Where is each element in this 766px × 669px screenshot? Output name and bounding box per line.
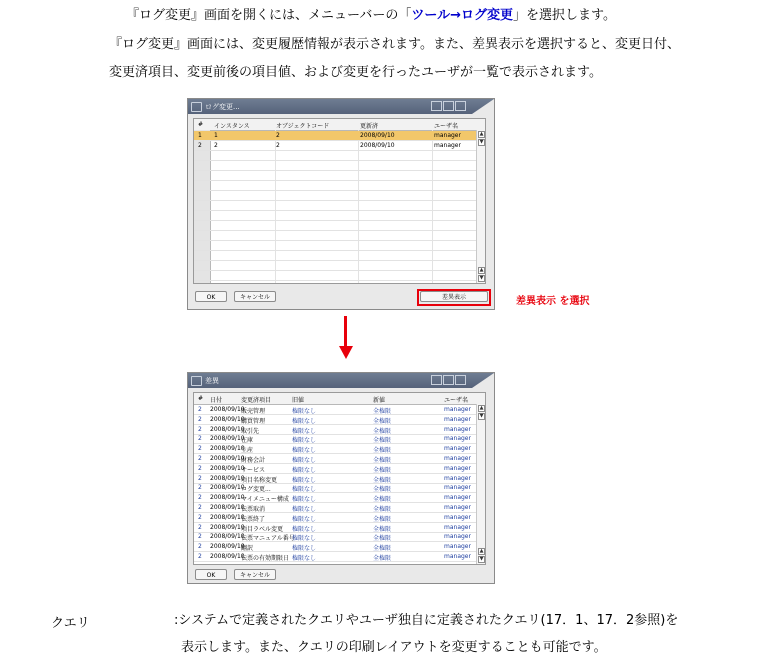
diff-window-title: 差異 (205, 377, 219, 385)
table-row[interactable] (194, 483, 485, 493)
row-old-value: 権限なし (292, 417, 317, 425)
diff-button-highlight (417, 289, 491, 306)
row-user: manager (444, 406, 471, 413)
row-new-value: 全権限 (373, 447, 392, 455)
close-icon[interactable] (455, 375, 466, 385)
col-header-updated: 更新済 (360, 123, 379, 130)
intro-line-2: 『ログ変更』画面には、変更履歴情報が表示されます。また、差異表示を選択すると、変更日付、 (109, 37, 680, 52)
row-changed-item: 生産 (241, 447, 254, 455)
row-num: 2 (198, 494, 202, 502)
table-row[interactable] (194, 474, 485, 484)
row-old-value: 権限なし (292, 408, 317, 415)
row-new-value: 全権限 (373, 545, 392, 553)
row-user: manager (434, 142, 461, 149)
row-num: 2 (198, 533, 202, 541)
difference-window (187, 372, 495, 584)
scroll-up-icon[interactable]: ▲ (479, 131, 484, 137)
row-new-value: 全権限 (373, 437, 392, 445)
row-num: 1 (198, 132, 202, 139)
row-num: 2 (198, 425, 202, 433)
log-grid (193, 118, 486, 284)
scroll-down-icon[interactable]: ▼ (479, 139, 484, 145)
row-old-value: 権限なし (292, 545, 317, 553)
col-header-user: ユーザ名 (444, 397, 469, 404)
row-user: manager (444, 543, 471, 551)
row-new-value: 全権限 (373, 476, 392, 484)
table-row[interactable] (194, 434, 485, 444)
row-user: manager (444, 553, 471, 560)
row-user: manager (444, 464, 471, 472)
row-date: 2008/09/10 (210, 513, 245, 521)
window-controls (431, 101, 466, 111)
scroll-down-icon[interactable]: ▼ (479, 275, 484, 281)
table-row[interactable] (194, 131, 485, 141)
log-grid-scrollbar[interactable] (476, 130, 485, 283)
row-old-value: 権限なし (292, 535, 317, 543)
minimize-icon[interactable] (431, 101, 442, 111)
row-num: 2 (198, 415, 202, 423)
ok-button[interactable]: OK (195, 569, 227, 580)
row-user: manager (444, 513, 471, 521)
row-old-value: 権限なし (292, 555, 317, 562)
diff-display-button[interactable]: 差異表示 (420, 291, 488, 302)
row-num: 2 (198, 523, 202, 531)
row-date: 2008/09/10 (210, 504, 245, 511)
table-row[interactable] (194, 523, 485, 533)
row-user: manager (444, 445, 471, 453)
table-row[interactable] (194, 405, 485, 415)
row-date: 2008/09/10 (210, 494, 245, 502)
row-new-value: 全権限 (373, 408, 392, 415)
col-header-num: # (198, 121, 204, 128)
empty-row (194, 201, 485, 211)
row-user: manager (444, 523, 471, 531)
row-new-value: 全権限 (373, 555, 392, 562)
ok-button[interactable]: OK (195, 291, 227, 302)
row-changed-item: 項目ラベル変更 (241, 525, 284, 533)
table-row[interactable] (194, 532, 485, 542)
intro-line-1-a: 『ログ変更』画面を開くには、メニューバーの「 (126, 8, 412, 23)
row-user: manager (444, 435, 471, 443)
titlebar-corner (472, 373, 494, 388)
row-old-value: 権限なし (292, 427, 317, 435)
diff-grid (193, 392, 486, 565)
row-num: 2 (198, 474, 202, 482)
col-header-new-value: 新値 (373, 397, 386, 404)
menu-path-highlight: ツール→ログ変更 (411, 8, 513, 23)
row-new-value: 全権限 (373, 486, 392, 494)
row-num: 2 (198, 142, 202, 149)
row-num: 2 (198, 406, 202, 413)
scroll-up-icon[interactable]: ▲ (479, 405, 484, 411)
row-changed-item: 取引先 (241, 427, 260, 435)
titlebar-corner (472, 99, 494, 114)
row-user: manager (444, 504, 471, 511)
row-changed-item: 伝票取消 (241, 506, 266, 513)
col-header-date: 日付 (210, 397, 223, 404)
empty-row (194, 161, 485, 171)
row-old-value: 権限なし (292, 447, 317, 455)
empty-row (194, 211, 485, 221)
row-old-value: 権限なし (292, 466, 317, 474)
empty-row (194, 171, 485, 181)
row-date: 2008/09/10 (210, 415, 245, 423)
scroll-down-icon[interactable]: ▼ (479, 413, 484, 419)
close-icon[interactable] (455, 101, 466, 111)
row-old-value: 権限なし (292, 476, 317, 484)
col-header-instance: インスタンス (214, 123, 250, 130)
window-app-icon (191, 102, 202, 112)
row-new-value: 全権限 (373, 515, 392, 523)
table-row[interactable] (194, 552, 485, 562)
row-num: 2 (198, 435, 202, 443)
row-changed-item: 項目名称変更 (241, 476, 278, 484)
row-date: 2008/09/10 (210, 406, 245, 413)
row-num: 2 (198, 445, 202, 453)
maximize-icon[interactable] (443, 101, 454, 111)
row-num: 2 (198, 513, 202, 521)
row-object-code: 2 (276, 132, 280, 139)
row-changed-item: サービス (241, 466, 266, 474)
row-date: 2008/09/10 (210, 435, 245, 443)
row-new-value: 全権限 (373, 496, 392, 504)
empty-row (194, 271, 485, 281)
diff-grid-scrollbar[interactable] (476, 404, 485, 564)
row-num: 2 (198, 484, 202, 492)
table-row[interactable] (194, 454, 485, 464)
log-window-titlebar (188, 99, 494, 114)
log-change-window (187, 98, 495, 310)
row-changed-item: ログ変更... (241, 486, 271, 494)
row-new-value: 全権限 (373, 466, 392, 474)
empty-row (194, 181, 485, 191)
query-line-2: 表示します。また、クエリの印刷レイアウトを変更することも可能です。 (181, 640, 607, 655)
row-new-value: 全権限 (373, 457, 392, 464)
table-row[interactable] (194, 444, 485, 454)
row-old-value: 権限なし (292, 496, 317, 504)
col-header-old-value: 旧値 (292, 397, 305, 404)
row-old-value: 権限なし (292, 486, 317, 494)
empty-row (194, 261, 485, 271)
table-row[interactable] (194, 542, 485, 552)
row-num: 2 (198, 464, 202, 472)
intro-line-1-b: 」を選択します。 (513, 8, 616, 23)
row-changed-item: 伝票の有効期限日 (241, 555, 290, 562)
row-old-value: 権限なし (292, 506, 317, 513)
row-date: 2008/09/10 (210, 474, 245, 482)
window-app-icon (191, 376, 202, 386)
row-num: 2 (198, 455, 202, 462)
row-updated: 2008/09/10 (360, 142, 395, 149)
row-user: manager (444, 425, 471, 433)
row-old-value: 権限なし (292, 525, 317, 533)
row-date: 2008/09/10 (210, 553, 245, 560)
row-changed-item: 翻訳 (241, 545, 254, 553)
row-date: 2008/09/10 (210, 464, 245, 472)
maximize-icon[interactable] (443, 375, 454, 385)
row-old-value: 権限なし (292, 457, 317, 464)
row-changed-item: 販売管理 (241, 408, 266, 415)
col-header-user: ユーザ名 (434, 123, 459, 130)
row-date: 2008/09/10 (210, 533, 245, 541)
intro-line-3: 変更済項目、変更前後の項目値、および変更を行ったユーザが一覧で表示されます。 (109, 65, 602, 80)
query-line-1: :システムで定義されたクエリやユーザ独自に定義されたクエリ(17．1、17．2参照)を (174, 613, 679, 628)
row-date: 2008/09/10 (210, 425, 245, 433)
row-user: manager (444, 474, 471, 482)
row-old-value: 権限なし (292, 515, 317, 523)
row-user: manager (444, 484, 471, 492)
log-window-title: ログ変更... (205, 103, 240, 111)
empty-row (194, 191, 485, 201)
table-row[interactable] (194, 415, 485, 425)
row-date: 2008/09/10 (210, 543, 245, 551)
row-date: 2008/09/10 (210, 484, 245, 492)
row-user: manager (444, 533, 471, 541)
row-old-value: 権限なし (292, 437, 317, 445)
query-label: クエリ (51, 616, 90, 631)
scroll-up-icon[interactable]: ▲ (479, 548, 484, 554)
row-changed-item: マイメニュー構成 (241, 496, 289, 504)
row-new-value: 全権限 (373, 535, 392, 543)
diff-window-titlebar (188, 373, 494, 388)
log-grid-header (194, 119, 485, 131)
row-user: manager (444, 455, 471, 462)
row-user: manager (434, 132, 461, 139)
row-date: 2008/09/10 (210, 523, 245, 531)
row-changed-item: 伝票終了 (241, 515, 266, 523)
down-arrow-head-icon (339, 346, 353, 359)
window-controls (431, 375, 466, 385)
empty-row (194, 241, 485, 251)
row-num: 2 (198, 504, 202, 511)
row-updated: 2008/09/10 (360, 132, 395, 139)
row-changed-item: 伝票マニュアル番号 (241, 535, 295, 543)
table-row[interactable] (194, 513, 485, 523)
cancel-button[interactable]: キャンセル (234, 569, 276, 580)
row-num: 2 (198, 543, 202, 551)
select-diff-callout: 差異表示 を選択 (516, 296, 590, 307)
empty-row (194, 151, 485, 161)
row-user: manager (444, 494, 471, 502)
row-date: 2008/09/10 (210, 455, 245, 462)
row-instance: 1 (214, 132, 218, 139)
empty-row (194, 251, 485, 261)
row-num: 2 (198, 553, 202, 560)
row-user: manager (444, 415, 471, 423)
row-changed-item: 購買管理 (241, 417, 266, 425)
row-changed-item: 財務会計 (241, 457, 266, 464)
row-instance: 2 (214, 142, 218, 149)
minimize-icon[interactable] (431, 375, 442, 385)
cancel-button[interactable]: キャンセル (234, 291, 276, 302)
diff-grid-header (194, 393, 485, 405)
scroll-down-icon[interactable]: ▼ (479, 556, 484, 562)
intro-line-1 (126, 7, 616, 25)
row-date: 2008/09/10 (210, 445, 245, 453)
row-object-code: 2 (276, 142, 280, 149)
table-row[interactable] (194, 464, 485, 474)
row-new-value: 全権限 (373, 506, 392, 513)
row-changed-item: 在庫 (241, 437, 254, 445)
row-new-value: 全権限 (373, 525, 392, 533)
row-new-value: 全権限 (373, 417, 392, 425)
down-arrow-icon (344, 316, 347, 348)
empty-row (194, 221, 485, 231)
col-header-changed-item: 変更済項目 (241, 397, 272, 404)
table-row[interactable] (194, 503, 485, 513)
col-header-num: # (198, 395, 204, 402)
table-row[interactable] (194, 425, 485, 435)
empty-row (194, 231, 485, 241)
table-row[interactable] (194, 493, 485, 503)
col-header-object-code: オブジェクトコード (276, 123, 330, 130)
row-new-value: 全権限 (373, 427, 392, 435)
table-row[interactable] (194, 141, 485, 151)
scroll-up-icon[interactable]: ▲ (479, 267, 484, 273)
